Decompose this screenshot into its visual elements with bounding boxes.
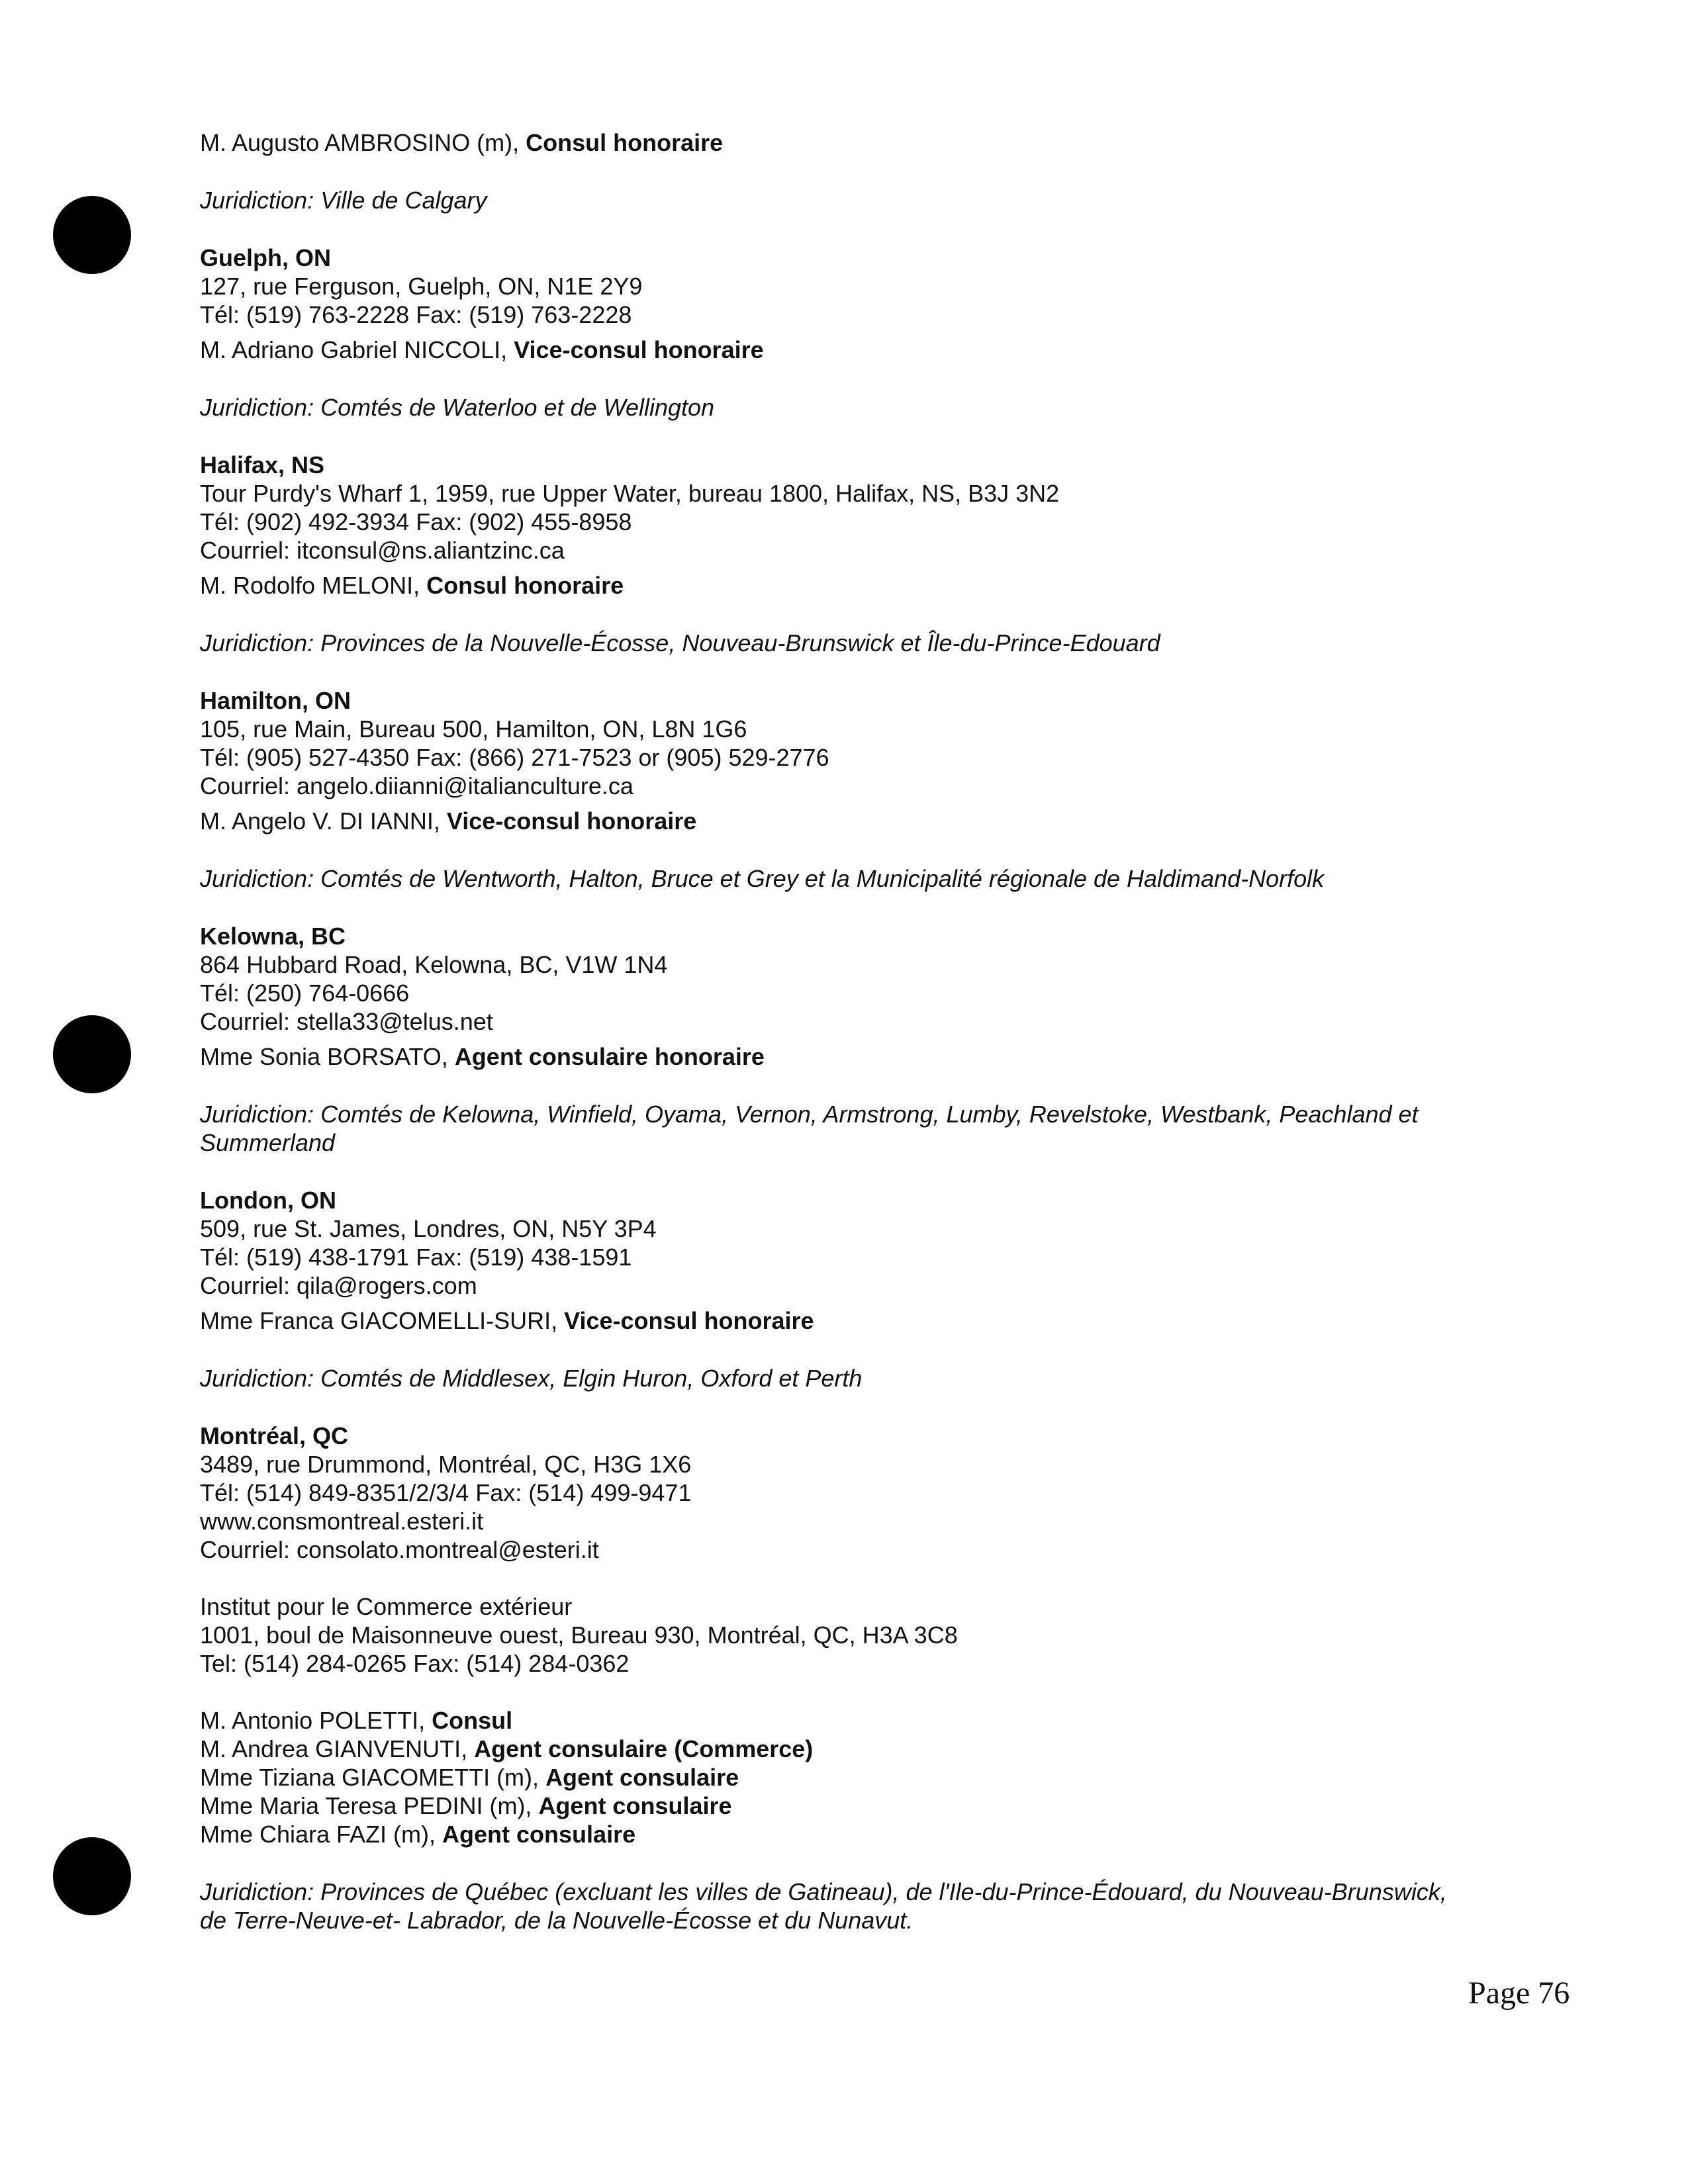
person-line [200, 128, 1537, 157]
person-title: Agent consulaire [442, 1821, 636, 1848]
jurisdiction-continued: de Terre-Neuve-et- Labrador, de la Nouvelle-Écosse et du Nunavut. [200, 1907, 914, 1934]
person-line [200, 807, 1537, 835]
person-name: M. Antonio POLETTI, [200, 1707, 426, 1734]
person-title: Agent consulaire honoraire [454, 1043, 765, 1070]
jurisdiction: Juridiction: Provinces de Québec (excluant les villes de Gatineau), de l'Ile-du-Prince-Édouard, du Nouveau-Brunswick, [200, 1878, 1447, 1905]
person-title: Agent consulaire (Commerce) [474, 1735, 814, 1762]
jurisdiction: Juridiction: Comtés de Middlesex, Elgin Huron, Oxford et Perth [200, 1365, 863, 1392]
city-heading: Hamilton, ON [200, 687, 352, 714]
address-line: 864 Hubbard Road, Kelowna, BC, V1W 1N4 [200, 951, 668, 978]
jurisdiction: Juridiction: Comtés de Waterloo et de Wellington [200, 394, 715, 421]
person-name: M. Rodolfo MELONI, [200, 572, 420, 599]
address-line: 127, rue Ferguson, Guelph, ON, N1E 2Y9 [200, 273, 643, 300]
phone-line: Tél: (514) 849-8351/2/3/4 Fax: (514) 499-9471 [200, 1479, 692, 1506]
address-line: Tour Purdy's Wharf 1, 1959, rue Upper Water, bureau 1800, Halifax, NS, B3J 3N2 [200, 480, 1060, 507]
person-title: Agent consulaire [545, 1764, 739, 1791]
email-line: Courriel: consolato.montreal@esteri.it [200, 1536, 599, 1563]
address-line: 509, rue St. James, Londres, ON, N5Y 3P4 [200, 1215, 657, 1242]
phone-line: Tél: (519) 763-2228 Fax: (519) 763-2228 [200, 301, 632, 328]
person-name: M. Augusto AMBROSINO (m), [200, 129, 520, 156]
phone-line: Tél: (519) 438-1791 Fax: (519) 438-1591 [200, 1244, 632, 1271]
person-name: M. Angelo V. DI IANNI, [200, 807, 440, 835]
staff-line [200, 1763, 1537, 1792]
city-heading: Kelowna, BC [200, 923, 346, 950]
jurisdiction: Juridiction: Provinces de la Nouvelle-Écosse, Nouveau-Brunswick et Île-du-Prince-Edouard [200, 629, 1160, 657]
jurisdiction: Juridiction: Comtés de Kelowna, Winfield, Oyama, Vernon, Armstrong, Lumby, Revelstoke, Westbank, Peachland et Summerland [200, 1101, 1419, 1156]
person-name: M. Adriano Gabriel NICCOLI, [200, 336, 508, 363]
person-title: Consul [432, 1707, 513, 1734]
phone-line: Tél: (905) 527-4350 Fax: (866) 271-7523 or (905) 529-2776 [200, 744, 829, 771]
email-line: Courriel: stella33@telus.net [200, 1008, 493, 1035]
city-heading: Guelph, ON [200, 244, 331, 271]
person-name: Mme Sonia BORSATO, [200, 1043, 448, 1070]
person-title: Consul honoraire [426, 572, 624, 599]
consulate-entry [200, 1186, 1537, 1392]
staff-line [200, 1820, 1537, 1848]
person-title: Consul honoraire [526, 129, 724, 156]
person-name: Mme Maria Teresa PEDINI (m), [200, 1792, 532, 1819]
staff-line [200, 1735, 1537, 1763]
person-title: Vice-consul honoraire [514, 336, 764, 363]
email-line: Courriel: angelo.diianni@italianculture.ca [200, 772, 633, 799]
website-line: www.consmontreal.esteri.it [200, 1508, 484, 1535]
phone-line: Tél: (902) 492-3934 Fax: (902) 455-8958 [200, 508, 632, 535]
person-name: Mme Chiara FAZI (m), [200, 1821, 436, 1848]
institute-name: Institut pour le Commerce extérieur [200, 1593, 573, 1620]
person-name: M. Andrea GIANVENUTI, [200, 1735, 468, 1762]
consulate-entry [200, 244, 1537, 422]
person-title: Agent consulaire [538, 1792, 732, 1819]
binder-hole [53, 196, 131, 274]
jurisdiction: Juridiction: Ville de Calgary [200, 187, 487, 214]
address-line: 3489, rue Drummond, Montréal, QC, H3G 1X6 [200, 1451, 692, 1478]
institute-address: 1001, boul de Maisonneuve ouest, Bureau 930, Montréal, QC, H3A 3C8 [200, 1621, 958, 1649]
city-heading: Montréal, QC [200, 1422, 349, 1449]
phone-line: Tél: (250) 764-0666 [200, 979, 410, 1007]
consulate-entry [200, 686, 1537, 893]
binder-hole [53, 1837, 131, 1915]
email-line: Courriel: itconsul@ns.aliantzinc.ca [200, 537, 565, 564]
consulate-entry [200, 1422, 1537, 1934]
person-name: Mme Franca GIACOMELLI-SURI, [200, 1307, 558, 1334]
consulate-listing [200, 128, 1537, 1934]
institute-phone: Tel: (514) 284-0265 Fax: (514) 284-0362 [200, 1650, 630, 1677]
city-heading: London, ON [200, 1187, 336, 1214]
address-line: 105, rue Main, Bureau 500, Hamilton, ON, L8N 1G6 [200, 715, 747, 743]
jurisdiction: Juridiction: Comtés de Wentworth, Halton, Bruce et Grey et la Municipalité régionale de Haldimand-Norfolk [200, 865, 1325, 892]
person-line [200, 1042, 1537, 1071]
binder-hole [53, 1015, 131, 1093]
consulate-entry [200, 451, 1537, 657]
person-title: Vice-consul honoraire [446, 807, 697, 835]
city-heading: Halifax, NS [200, 451, 325, 478]
person-line [200, 571, 1537, 600]
page-number: Page 76 [1468, 1976, 1570, 2011]
email-line: Courriel: qila@rogers.com [200, 1272, 477, 1299]
staff-line [200, 1792, 1537, 1820]
staff-line [200, 1706, 1537, 1735]
person-line [200, 336, 1537, 364]
consulate-entry [200, 922, 1537, 1157]
person-title: Vice-consul honoraire [564, 1307, 814, 1334]
person-line [200, 1306, 1537, 1335]
person-name: Mme Tiziana GIACOMETTI (m), [200, 1764, 539, 1791]
